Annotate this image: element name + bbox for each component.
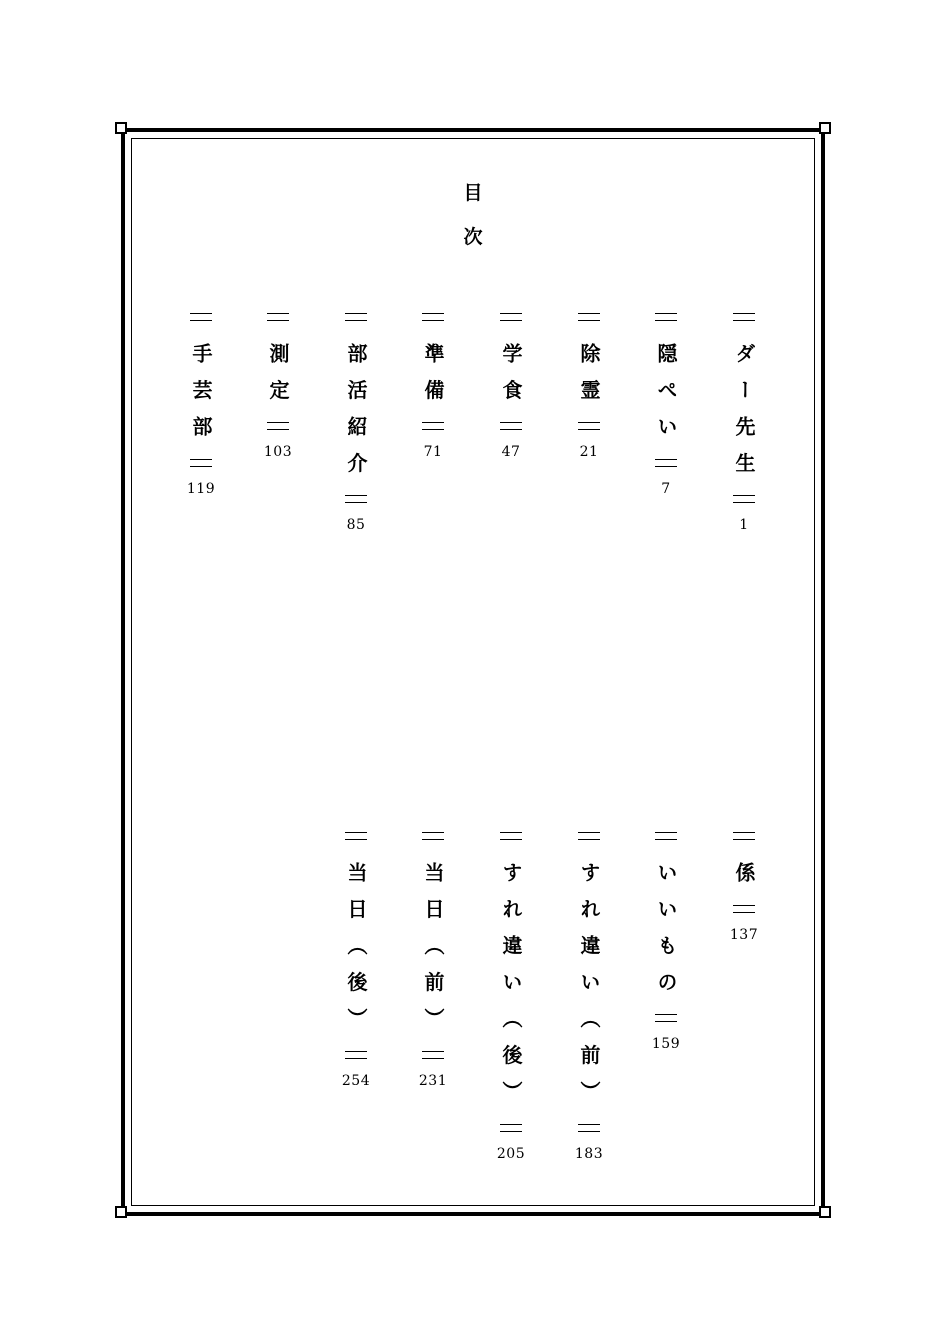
toc-entry[interactable] — [411, 313, 455, 460]
toc-entry[interactable] — [489, 832, 533, 1162]
entry-top-rule — [345, 832, 367, 840]
entry-top-rule — [733, 313, 755, 321]
entry-title: 学食 — [499, 343, 523, 416]
toc-entry[interactable] — [334, 313, 378, 533]
toc-entry[interactable] — [411, 832, 455, 1089]
entry-page-number: 85 — [346, 517, 366, 533]
entry-top-rule — [422, 313, 444, 321]
toc-entry[interactable] — [489, 313, 533, 460]
entry-top-rule — [422, 832, 444, 840]
entry-title: 準備 — [421, 343, 445, 416]
toc-entry[interactable] — [567, 832, 611, 1162]
frame-corner-ornament — [115, 1206, 127, 1218]
entry-page-number: 137 — [729, 926, 759, 943]
entry-title: 手芸部 — [189, 343, 213, 453]
entry-title: 当日（前） — [421, 862, 445, 1045]
entry-bottom-rule — [345, 1051, 367, 1059]
entry-title: 係 — [732, 862, 756, 899]
entry-title: 測定 — [266, 343, 290, 416]
entry-bottom-rule — [500, 1124, 522, 1132]
entry-top-rule — [190, 313, 212, 321]
entry-top-rule — [655, 832, 677, 840]
frame-corner-ornament — [819, 1206, 831, 1218]
entry-top-rule — [267, 313, 289, 321]
toc-entry[interactable] — [567, 313, 611, 460]
entry-page-number: 47 — [501, 444, 521, 460]
entry-page-number: 21 — [579, 444, 599, 460]
entry-title: 当日（後） — [344, 862, 368, 1045]
entry-bottom-rule — [733, 495, 755, 503]
entry-top-rule — [733, 832, 755, 840]
entry-top-rule — [500, 832, 522, 840]
toc-entry[interactable] — [644, 832, 688, 1052]
toc-entry[interactable] — [722, 832, 766, 943]
entry-page-number: 205 — [496, 1145, 526, 1162]
entry-page-number: 231 — [418, 1072, 448, 1089]
entry-page-number: 159 — [651, 1036, 681, 1052]
entry-bottom-rule — [655, 1014, 677, 1022]
entry-page-number: 119 — [186, 480, 216, 497]
entry-bottom-rule — [267, 422, 289, 430]
entry-page-number: 103 — [263, 444, 293, 460]
entry-title: いいもの — [654, 862, 678, 1008]
toc-title-char: 目 — [463, 182, 483, 204]
toc-entry[interactable] — [334, 832, 378, 1089]
frame-corner-ornament — [819, 122, 831, 134]
entry-top-rule — [578, 832, 600, 840]
entry-page-number: 71 — [423, 444, 443, 460]
entry-top-rule — [578, 313, 600, 321]
entry-bottom-rule — [345, 495, 367, 503]
entry-bottom-rule — [578, 1124, 600, 1132]
frame-inner-border — [131, 138, 815, 1206]
toc-entry[interactable] — [256, 313, 300, 460]
entry-bottom-rule — [733, 905, 755, 913]
entry-title: 除霊 — [577, 343, 601, 416]
entry-bottom-rule — [578, 422, 600, 430]
toc-title-char: 次 — [463, 226, 483, 248]
entry-title: 部活紹介 — [344, 343, 368, 489]
entry-title: ダー先生 — [732, 343, 756, 489]
toc-entry[interactable] — [179, 313, 223, 497]
toc-entry[interactable] — [722, 313, 766, 533]
entry-top-rule — [345, 313, 367, 321]
entry-top-rule — [500, 313, 522, 321]
entry-title: 隠ぺい — [654, 343, 678, 453]
frame-corner-ornament — [115, 122, 127, 134]
entry-page-number: 7 — [661, 480, 671, 497]
entry-page-number: 183 — [574, 1145, 604, 1162]
entry-bottom-rule — [422, 422, 444, 430]
entry-bottom-rule — [500, 422, 522, 430]
toc-entry[interactable] — [644, 313, 688, 497]
entry-page-number: 254 — [341, 1072, 371, 1089]
entry-top-rule — [655, 313, 677, 321]
entry-bottom-rule — [655, 459, 677, 467]
entry-title: すれ違い（後） — [499, 862, 523, 1118]
entry-bottom-rule — [190, 459, 212, 467]
entry-page-number: 1 — [739, 517, 749, 533]
entry-bottom-rule — [422, 1051, 444, 1059]
entry-title: すれ違い（前） — [577, 862, 601, 1118]
